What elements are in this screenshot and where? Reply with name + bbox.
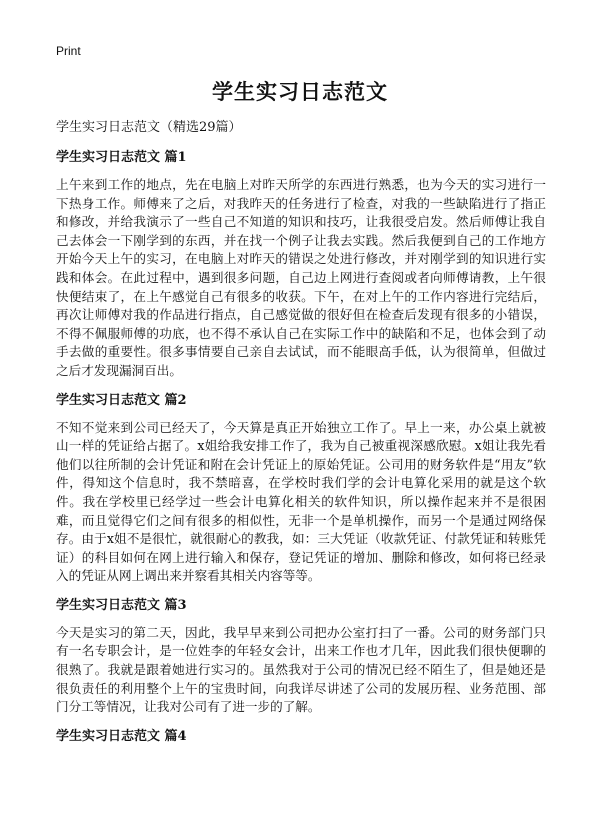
print-link[interactable]: Print <box>56 44 81 58</box>
section-4 <box>56 729 546 745</box>
section-1 <box>56 150 546 381</box>
section-heading: 学生实习日志范文 篇1 <box>56 150 187 165</box>
section-body: 今天是实习的第二天，因此，我早早来到公司把办公室打扫了一番。公司的财务部门只有一名专职会计，是一位姓李的年轻女会计，出来工作也才几年，因此我们很快便聊的很熟了。我就是跟着她进行实习的。虽然我对于公司的情况已经不陌生了，但是她还是很负责任的利用整个上午的宝贵时间，向我详尽讲述了公司的发展历程、业务范围、部门分工等情况，让我对公司有了进一步的了解。 <box>56 624 546 715</box>
section-heading: 学生实习日志范文 篇2 <box>56 392 187 408</box>
section-body: 不知不觉来到公司已经天了，今天算是真正开始独立工作了。早上一来，办公桌上就被山一样的凭证给占据了。x姐给我安排工作了，我为自己被重视深感欣慰。x姐让我先看他们以往所制的会计凭证和附在会计凭证上的原始凭证。公司用的财务软件是“用友”软件，得知这个信息时，我不禁暗喜，在学校时我们学的会计电算化采用的就是这个软件。我在学校里已经学过一些会计电算化相关的软件知识，所以操作起来并不是很困难，而且觉得它们之间有很多的相似性，无非一个是单机操作，而另一个是通过网络保存。由于x姐不是很忙，就很耐心的教我，如：三大凭证（收款凭证、付款凭证和转账凭证）的科目如何在网上进行输入和保存，登记凭证的增加、删除和修改，如何将已经录入的凭证从网上调出来并察看其相关内容等等。 <box>56 419 546 584</box>
section-heading: 学生实习日志范文 篇3 <box>56 597 187 613</box>
section-body: 上午来到工作的地点，先在电脑上对昨天所学的东西进行熟悉，也为今天的实习进行一下热身工作。师傅来了之后，对我昨天的任务进行了检查，对我的一些缺陷进行了指正和修改，并给我演示了一些自己不知道的知识和技巧，让我很受启发。然后师傅让我自己去体会一下刚学到的东西，并在找一个例子让我去实践。然后我便到自己的工作地方开始今天上午的实习，在电脑上对昨天的错误之处进行修改，并对刚学到的知识进行实践和体会。在此过程中，遇到很多问题，自己边上网进行查阅或者向师傅请教，上午很快便结束了，在上午感觉自己有很多的收获。下午，在对上午的工作内容进行完结后，再次让师傅对我的作品进行指点，自己感觉做的很好但在检查后发现有很多的小错误，不得不佩服师傅的功底，也不得不承认自己在实际工作中的缺陷和不足，也体会到了动手去做的重要性。很多事情要自己亲自去试试，而不能眼高手低，认为很简单，但做过之后才发现漏洞百出。 <box>56 177 546 378</box>
section-3 <box>56 598 546 717</box>
section-heading: 学生实习日志范文 篇4 <box>56 728 187 744</box>
document-subtitle: 学生实习日志范文（精选29篇） <box>56 120 242 135</box>
article-content <box>56 150 546 757</box>
section-2 <box>56 393 546 586</box>
document-title: 学生实习日志范文 <box>212 80 388 104</box>
